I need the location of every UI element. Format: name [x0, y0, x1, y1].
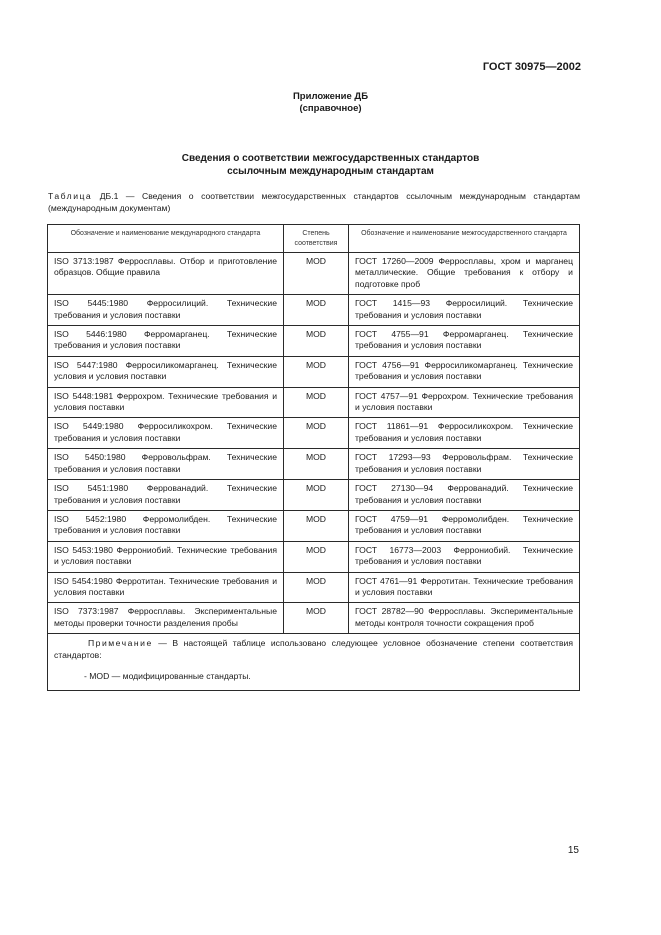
section-title: [0, 152, 661, 178]
interstate-standard-cell: ГОСТ 4756—91 Ферросиликомарганец. Технические требования и условия поставки: [349, 356, 580, 387]
international-standard-cell: ISO 5448:1981 Феррохром. Технические требования и условия поставки: [48, 387, 284, 418]
table-note-row: [48, 634, 580, 691]
annex-title: Приложение ДБ: [292, 91, 369, 102]
table-row: [48, 387, 580, 418]
column-header-degree: Степень соответствия: [284, 225, 349, 253]
note-text: [54, 638, 573, 661]
table-row: [48, 603, 580, 634]
note-item: - MOD — модифицированные стандарты.: [84, 670, 251, 681]
interstate-standard-cell: ГОСТ 4761—91 Ферротитан. Технические требования и условия поставки: [349, 572, 580, 603]
degree-cell: MOD: [284, 418, 349, 449]
international-standard-cell: ISO 5451:1980 Феррованадий. Технические требования и условия поставки: [48, 480, 284, 511]
table-row: [48, 449, 580, 480]
annex-subtitle: (справочное): [299, 103, 362, 114]
column-header-international: Обозначение и наименование международного стандарта: [48, 225, 284, 253]
table-row: [48, 326, 580, 357]
table-row: [48, 418, 580, 449]
degree-cell: MOD: [284, 295, 349, 326]
degree-cell: MOD: [284, 449, 349, 480]
interstate-standard-cell: ГОСТ 11861—91 Ферросиликохром. Технические требования и условия поставки: [349, 418, 580, 449]
table-row: [48, 295, 580, 326]
international-standard-cell: ISO 3713:1987 Ферросплавы. Отбор и приготовление образцов. Общие правила: [48, 253, 284, 295]
international-standard-cell: ISO 5446:1980 Ферромарганец. Технические требования и условия поставки: [48, 326, 284, 357]
degree-cell: MOD: [284, 387, 349, 418]
interstate-standard-cell: ГОСТ 4755—91 Ферромарганец. Технические требования и условия поставки: [349, 326, 580, 357]
table-header-row: [48, 225, 580, 253]
degree-cell: MOD: [284, 603, 349, 634]
degree-cell: MOD: [284, 572, 349, 603]
table-row: [48, 572, 580, 603]
page-number: 15: [567, 845, 579, 856]
table-caption: [48, 190, 580, 214]
column-header-interstate: Обозначение и наименование межгосударственного стандарта: [349, 225, 580, 253]
international-standard-cell: ISO 5447:1980 Ферросиликомарганец. Технические условия и условия поставки: [48, 356, 284, 387]
section-title-line-2: ссылочным международным стандартам: [227, 166, 434, 177]
table-note: [48, 634, 580, 691]
international-standard-cell: ISO 5445:1980 Ферросилиций. Технические требования и условия поставки: [48, 295, 284, 326]
degree-cell: MOD: [284, 510, 349, 541]
international-standard-cell: ISO 5452:1980 Ферромолибден. Технические требования и условия поставки: [48, 510, 284, 541]
degree-cell: MOD: [284, 356, 349, 387]
annex-heading: [0, 91, 661, 115]
interstate-standard-cell: ГОСТ 17260—2009 Ферросплавы, хром и марганец металлические. Общие требования к отбору и подготовке проб: [349, 253, 580, 295]
table-caption-label: Таблица: [48, 191, 93, 201]
degree-cell: MOD: [284, 326, 349, 357]
table-row: [48, 253, 580, 295]
degree-cell: MOD: [284, 541, 349, 572]
table-row: [48, 510, 580, 541]
degree-cell: MOD: [284, 480, 349, 511]
international-standard-cell: ISO 5449:1980 Ферросиликохром. Технические требования и условия поставки: [48, 418, 284, 449]
degree-cell: MOD: [284, 253, 349, 295]
interstate-standard-cell: ГОСТ 4759—91 Ферромолибден. Технические требования и условия поставки: [349, 510, 580, 541]
correspondence-table: [47, 224, 580, 691]
interstate-standard-cell: ГОСТ 27130—94 Феррованадий. Технические требования и условия поставки: [349, 480, 580, 511]
international-standard-cell: ISO 5453:1980 Феррониобий. Технические требования и условия поставки: [48, 541, 284, 572]
interstate-standard-cell: ГОСТ 1415—93 Ферросилиций. Технические требования и условия поставки: [349, 295, 580, 326]
interstate-standard-cell: ГОСТ 4757—91 Феррохром. Технические требования и условия поставки: [349, 387, 580, 418]
interstate-standard-cell: ГОСТ 17293—93 Ферровольфрам. Технические требования и условия поставки: [349, 449, 580, 480]
note-label: Примечание: [88, 638, 153, 649]
note-body: — В настоящей таблице использовано следующее условное обозначение степени соответствия стандартов:: [54, 638, 573, 660]
table-row: [48, 356, 580, 387]
interstate-standard-cell: ГОСТ 16773—2003 Феррониобий. Технические требования и условия поставки: [349, 541, 580, 572]
table-caption-text: ДБ.1 — Сведения о соответствии межгосударственных стандартов ссылочным международным стандартам (международным документам): [48, 191, 580, 213]
table-row: [48, 480, 580, 511]
table-body: [48, 253, 580, 634]
table-row: [48, 541, 580, 572]
section-title-line-1: Сведения о соответствии межгосударственных стандартов: [181, 153, 480, 164]
international-standard-cell: ISO 5450:1980 Ферровольфрам. Технические требования и условия поставки: [48, 449, 284, 480]
international-standard-cell: ISO 7373:1987 Ферросплавы. Экспериментальные методы проверки точности разделения пробы: [48, 603, 284, 634]
interstate-standard-cell: ГОСТ 28782—90 Ферросплавы. Экспериментальные методы контроля точности сокращения проб: [349, 603, 580, 634]
international-standard-cell: ISO 5454:1980 Ферротитан. Технические требования и условия поставки: [48, 572, 284, 603]
document-code: ГОСТ 30975—2002: [482, 61, 581, 73]
